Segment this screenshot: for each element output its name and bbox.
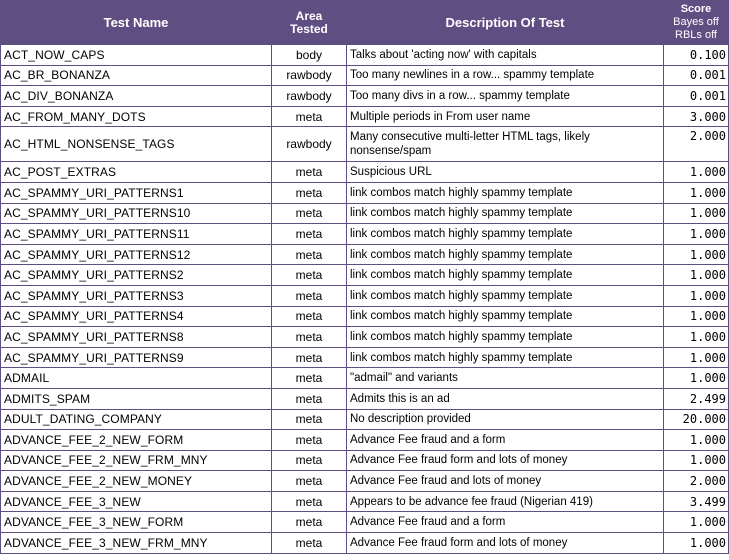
table-row <box>1 224 728 244</box>
score-cell: 1.000 <box>664 368 728 388</box>
score-cell: 1.000 <box>664 533 728 553</box>
description-cell: link combos match highly spammy template <box>347 286 663 306</box>
table-row <box>1 327 728 347</box>
score-cell: 20.000 <box>664 410 728 430</box>
area-tested-cell: meta <box>272 430 346 450</box>
area-tested-cell: meta <box>272 451 346 471</box>
test-name-cell: AC_SPAMMY_URI_PATTERNS8 <box>1 327 271 347</box>
area-tested-cell: meta <box>272 512 346 532</box>
test-name-cell: ADVANCE_FEE_3_NEW_FRM_MNY <box>1 533 271 553</box>
score-cell: 2.000 <box>664 471 728 491</box>
score-cell: 3.000 <box>664 107 728 127</box>
area-tested-cell: meta <box>272 492 346 512</box>
table-header-row <box>1 1 728 44</box>
score-cell: 1.000 <box>664 265 728 285</box>
area-tested-cell: body <box>272 45 346 65</box>
table-row <box>1 471 728 491</box>
table-row <box>1 286 728 306</box>
description-cell: Advance Fee fraud and a form <box>347 430 663 450</box>
description-cell: link combos match highly spammy template <box>347 307 663 327</box>
score-cell: 0.001 <box>664 86 728 106</box>
score-cell: 1.000 <box>664 183 728 203</box>
test-name-cell: ADVANCE_FEE_3_NEW <box>1 492 271 512</box>
area-tested-cell: meta <box>272 389 346 409</box>
test-name-cell: ACT_NOW_CAPS <box>1 45 271 65</box>
test-name-cell: ADMAIL <box>1 368 271 388</box>
test-name-cell: ADULT_DATING_COMPANY <box>1 410 271 430</box>
description-cell: Advance Fee fraud and lots of money <box>347 471 663 491</box>
description-cell: link combos match highly spammy template <box>347 265 663 285</box>
description-cell: Suspicious URL <box>347 162 663 182</box>
score-cell: 1.000 <box>664 245 728 265</box>
score-cell: 2.499 <box>664 389 728 409</box>
description-cell: Too many newlines in a row... spammy template <box>347 66 663 86</box>
description-cell: No description provided <box>347 410 663 430</box>
area-header-line2: Tested <box>290 21 328 36</box>
table-row <box>1 451 728 471</box>
table-row <box>1 127 728 161</box>
description-cell: Multiple periods in From user name <box>347 107 663 127</box>
score-cell: 1.000 <box>664 327 728 347</box>
table-row <box>1 162 728 182</box>
table-row <box>1 66 728 86</box>
score-header-line3: RBLs off <box>675 29 717 41</box>
test-name-cell: AC_HTML_NONSENSE_TAGS <box>1 127 271 161</box>
area-tested-cell: meta <box>272 471 346 491</box>
description-cell: Advance Fee fraud form and lots of money <box>347 451 663 471</box>
table-row <box>1 86 728 106</box>
test-name-cell: AC_SPAMMY_URI_PATTERNS12 <box>1 245 271 265</box>
test-name-cell: ADVANCE_FEE_2_NEW_MONEY <box>1 471 271 491</box>
table-row <box>1 533 728 553</box>
test-name-cell: ADMITS_SPAM <box>1 389 271 409</box>
area-tested-cell: meta <box>272 162 346 182</box>
description-cell: link combos match highly spammy template <box>347 204 663 224</box>
area-tested-cell: meta <box>272 265 346 285</box>
description-cell: link combos match highly spammy template <box>347 183 663 203</box>
area-tested-cell: meta <box>272 183 346 203</box>
area-tested-cell: rawbody <box>272 127 346 161</box>
table-row <box>1 183 728 203</box>
area-tested-cell: meta <box>272 224 346 244</box>
table-row <box>1 107 728 127</box>
area-tested-cell: meta <box>272 327 346 347</box>
test-name-cell: AC_DIV_BONANZA <box>1 86 271 106</box>
table-row <box>1 389 728 409</box>
table-row <box>1 265 728 285</box>
test-name-cell: AC_SPAMMY_URI_PATTERNS3 <box>1 286 271 306</box>
score-cell: 1.000 <box>664 162 728 182</box>
description-cell: Appears to be advance fee fraud (Nigerian 419) <box>347 492 663 512</box>
score-header-line1: Score <box>680 3 712 15</box>
score-cell: 0.001 <box>664 66 728 86</box>
area-tested-cell: rawbody <box>272 86 346 106</box>
description-cell: Many consecutive multi-letter HTML tags, likely nonsense/spam <box>347 127 663 161</box>
column-header-area-tested <box>272 1 346 44</box>
table-row <box>1 348 728 368</box>
table-row <box>1 204 728 224</box>
score-cell: 0.100 <box>664 45 728 65</box>
table-row <box>1 307 728 327</box>
area-tested-cell: meta <box>272 368 346 388</box>
table-row <box>1 45 728 65</box>
table-row <box>1 368 728 388</box>
test-name-cell: AC_SPAMMY_URI_PATTERNS2 <box>1 265 271 285</box>
score-cell: 1.000 <box>664 430 728 450</box>
test-name-cell: ADVANCE_FEE_2_NEW_FRM_MNY <box>1 451 271 471</box>
score-cell: 1.000 <box>664 286 728 306</box>
score-cell: 2.000 <box>664 127 728 161</box>
area-tested-cell: meta <box>272 286 346 306</box>
description-cell: Talks about 'acting now' with capitals <box>347 45 663 65</box>
area-tested-cell: meta <box>272 107 346 127</box>
area-tested-cell: meta <box>272 307 346 327</box>
area-tested-cell: meta <box>272 204 346 224</box>
test-name-cell: AC_SPAMMY_URI_PATTERNS10 <box>1 204 271 224</box>
score-cell: 1.000 <box>664 307 728 327</box>
score-cell: 1.000 <box>664 348 728 368</box>
description-cell: Too many divs in a row... spammy template <box>347 86 663 106</box>
score-cell: 1.000 <box>664 224 728 244</box>
area-tested-cell: meta <box>272 348 346 368</box>
description-cell: "admail" and variants <box>347 368 663 388</box>
area-tested-cell: meta <box>272 410 346 430</box>
table-row <box>1 430 728 450</box>
score-cell: 1.000 <box>664 512 728 532</box>
area-tested-cell: meta <box>272 245 346 265</box>
score-header-line2: Bayes off <box>673 16 719 28</box>
area-tested-cell: rawbody <box>272 66 346 86</box>
test-name-cell: AC_SPAMMY_URI_PATTERNS4 <box>1 307 271 327</box>
area-header-line1: Area <box>295 8 323 23</box>
column-header-score <box>664 1 728 44</box>
score-cell: 1.000 <box>664 451 728 471</box>
description-cell: Admits this is an ad <box>347 389 663 409</box>
description-cell: link combos match highly spammy template <box>347 348 663 368</box>
area-tested-cell: meta <box>272 533 346 553</box>
table-row <box>1 492 728 512</box>
description-cell: link combos match highly spammy template <box>347 245 663 265</box>
description-cell: Advance Fee fraud form and lots of money <box>347 533 663 553</box>
score-cell: 3.499 <box>664 492 728 512</box>
description-cell: Advance Fee fraud and a form <box>347 512 663 532</box>
column-header-test-name: Test Name <box>1 1 271 44</box>
column-header-description: Description Of Test <box>347 1 663 44</box>
table-row <box>1 512 728 532</box>
test-name-cell: AC_SPAMMY_URI_PATTERNS11 <box>1 224 271 244</box>
description-cell: link combos match highly spammy template <box>347 327 663 347</box>
test-name-cell: AC_SPAMMY_URI_PATTERNS1 <box>1 183 271 203</box>
test-name-cell: AC_SPAMMY_URI_PATTERNS9 <box>1 348 271 368</box>
test-name-cell: AC_FROM_MANY_DOTS <box>1 107 271 127</box>
test-name-cell: AC_BR_BONANZA <box>1 66 271 86</box>
description-cell: link combos match highly spammy template <box>347 224 663 244</box>
table-row <box>1 410 728 430</box>
test-name-cell: AC_POST_EXTRAS <box>1 162 271 182</box>
score-cell: 1.000 <box>664 204 728 224</box>
table-row <box>1 245 728 265</box>
test-name-cell: ADVANCE_FEE_3_NEW_FORM <box>1 512 271 532</box>
test-name-cell: ADVANCE_FEE_2_NEW_FORM <box>1 430 271 450</box>
